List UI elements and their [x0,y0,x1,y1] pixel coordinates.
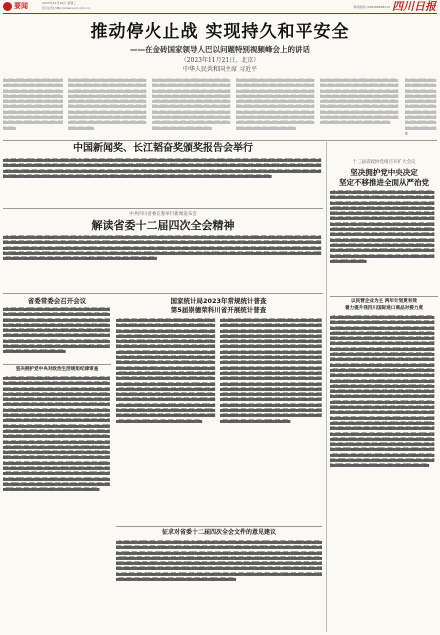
section-divider [3,208,323,209]
section-logo: 要闻 [14,2,28,10]
headline-stats-1: 国家统计局2023年常规统计普查 [170,297,267,305]
right-body-lower: ▆▇▆▇▇▆▇▇▆▇▇▇▆▇▇▆▇▇▆▇▇▆▇▇▇▆▇▇▆▇▆▇▇▆▇▇▆▇▇▆▇▇▆▇▇▇▆▇▇▆▇▇▆▇▇▆▇▇▇▆▇▇▆▇▇▆▇▇▆▇▇▇▆▇▇▆▇▇▆▇▇▆▇▇▇▆▇▇▆▇▇▆▇▇▆▇▇▇▆▇▇▆▇▇▆▇▇▆▇▇▇▆▇▇▆▇▇▆▇▇▆▇▇▇▆▇▇▆▇▇▆▇▇▆▇▇▇▆▇▇▆▇▇▆▇▇▆▇▇▇▆▇▇▆▇▇▆▇▇▆▇▇▇▆▇▇▆▇▇▆▇▇▆▇▇▇▆▇▇▆▇▇▆▇▇▆▇▇▇▆▇▇▆▇▇▆▇▇▆▇▇▇▆▇▇▆▇▇▆▇▇▆▇▇▇▆▇▇▆▇▇▆▇▇▆▇▇▇▆▇▇▆▇▇▆▇▇▆▇▇▇▆▇▇▆▇▇▆▇▇▆▇▇▇▆▇▇▆▇▇▆▇▇▆▇▇▇▆▇▇▆▇▇▆▇▇▆▇▇▇▆▇▇▆▇▇▆▇▇▆▇▇▇▆▇▇▆▇▇▆▇▇▆▇▇▇▆▇▇▆▇▇▆▇▇▆▇▇▇▆▇▇▆▇▇▆▇▇▆▇▇▇▆▇▇▆▇▇▆▇▇▆▇▇▇▆▇▇▆▇▇▆▇▇▆▇▇▇▆▇▇▆▇▇▆▇▇▆▇▇▇▆▇▇▆▇▇▆▇▇▆▇▇▇▆▇▇▆▇▇▆▇▇▆▇▇▇▆▇▇▆▇▇▆▇▇▆▇▇▇▆▇▇▆▇▇▆▇▇▆▇▇▇▆▇▇▆▇▇▆▇▇▆▇▇▇▆▇▇▆▇▇▆▇▇▆▇▇▇▆▇▇▆▇▇▆▇▇▆▇▇▇▆▇▇▆▇▇▆▇▇▆▇▇▇▆▇▇▆▇▇▆▇▇▆▇▇▇▆▇▇▆▇▇▆▇▇▆▇▇▇▆▇▇▆▇▇▆▇▇▆▇▇▇▆▇▇▆▇▇▆▇▇▆▇▇▇▆▇▇▆▇▇▆▇▇▆▇▇▇▆▇▇▆▇▇▆▇▇▆▇▇▇▆▇▇▆▇▇▆▇▇▆▇▇▇▆▇▇▆▇▇▆▇▇▆▇▇▇▆▇▇▆▇▇▆▇▇▆▇▇▇▆▇▇▆▇▇▆▇▇▆▇▇▇▆▇▇▆▇▇▆▇▇▆▇▇▇▆▇▇▆▇▇▆▇▇▆▇▇▇▆▇▇▆▇▇▆▇▇▆▇▇▇▆▇▇▆▇▇▆▇▇▆▇▇▇▆▇▇▆▇▇▆▇▇▆▇▇▇▆▇▇▆▇▇▆▇▇▆▇▇▇▆▇▇▆▇▇▆▇▇▆▇▇▇▆▇▇▆▇▇▆▇▇▆▇▇▇▆▇▇▆▇▇▆▇▇▆▇▇▇▆▇▇▆▇▇▆▇▇▆▇▇▇▆▇▇▆▇▇▆▇▇▆▇▇▇▆▇▇▆▇▇▆▇▇▆▇▇▇▆▇▇▆▇▇▆▇▇▆▇▇▇▆▇▇▆▇▇▆▇▇▆▇▇▇▆▇▇▆▇▇▆▇▇▆▇▇▇▆▇▇▆▇▇▆▇▇▆▇▇▇▆▇▇▆▇▇▆▇▇▆▇▇▇▆▇▇▆▇▇▆▇▇▆▇▇▇▆▇▇▆▇▇▆▇▇▆▇▇▇▆▇▇▆▇▇▆▇▇▆▇▇▇▆▇▇▆▇▇▆▇▇▆▇▇▇▆▇▇▆▇▇▆▇▇▆▇▇▇▆▇▇▆▇▇▆▇▇▆▇▇▇▆▇▇▆▇▇▆▇▇▆▇▇▇▆▇▇▆▇▇▆▇▇▆▇▇▇▆▇▇▆▇▇▆▇▇▆▇▇▇▆▇▇▆▇▇▆▇▇▆▇▇▇▆▇▇▆▇▇▆▇▇▆▇▇▇▆▇▇▆▇▇▆▇▇▆▇▇▇▆▇▇▆▇▇▆▇▇▆▇▇▇▆▇▇▆▇▇▆▇▇▆▇▇▇▆▇▇▆▇▇▆▇▇▆▇▇▇▆▇▇▆▇▇▆▇▇▆▇▇▇▆▇▇▆▇▇▆▇▇▆▇▇▇▆▇▇▆▇▇▆▇▇▆▇▇▇▆▇▇▆▇▇▆▇▇▆▇▇▇▆▇▇▆▇▇▆▇▇▆▇▇▇▆▇▇▆▇▇▆▇▇▆▇▇▇▆▇▇▆▇▇▆▇▇▆▇▇▇▆▇▇▆▇▇▆▇▇▆▇▇▇▆▇▇▆▇▇▆▇▇▆▇▇▇▆▇▇▆▇▇▆▇▇▆▇▇▇▆▇▇▆▇▇▆ [330,315,435,468]
lead-body-col-4: ▇▆▇▇▆▇▇▇▆▇▇▆▇▇▆▇▇▇▆▇▇▆▇▆▇▇▆▇▇▆▇▇▆▇▇▆▇▇▇▆▇▇▆▇▇▆▇▇▆▇▇▇▆▇▇▆▇▇▆▇▇▆▇▇▇▆▇▇▆▇▇▆▇▇▆▇▇▇▆▇▇▆▇▇▆▇▇▆▇▇▇▆▇▇▆▇▇▆▇▇▆▇▇▇▆▇▇▆▇▇▆▇▇▆▇▇▇▆▇▇▆▇▇▆▇▇▆▇▇▇▆▇▇▆▇▇▆▇▇▆▇▇▇▆▇▇▆▇▇▆▇▇▆▇▇▇▆▇▇▆▇▇▆▇▇▆▇▇▇▆▇▇▆▇▇▆▇▇▆▇▇▇▆▇▇▆▇▇▆▇▇▆▇▇▇▆▇▇▆▇▇▆▇▇▆▇▇▇▆▇▇▆▇▇▆▇▇▆▇▇▇▆▇▇▆▇▇▆▇▇▆▇▇▇▆▇▇▆▇▇▆▇▇▆▇▇▇▆▇▇▆▇▇▆▇▇▆▇▇▇▆▇▇▆▇▇▆▇▇▆▇▇▇▆▇▇▆▇▇▆▇▇▆▇▇▇▆▇▇▆▇▇▆ [236,78,315,130]
committee-body-1: ▆▇▆▇▇▆▇▇▆▇▇▇▆▇▇▆▇▇▆▇▇▆▇▇▇▆▇▇▆▇▆▇▇▆▇▇▆▇▇▆▇▇▆▇▇▇▆▇▇▆▇▇▆▇▇▆▇▇▇▆▇▇▆▇▇▆▇▇▆▇▇▇▆▇▇▆▇▇▆▇▇▆▇▇▇▆▇▇▆▇▇▆▇▇▆▇▇▇▆▇▇▆▇▇▆▇▇▆▇▇▇▆▇▇▆▇▇▆▇▇▆▇▇▇▆▇▇▆▇▇▆▇▇▆▇▇▇▆▇▇▆▇▇▆▇▇▆▇▇▇▆▇▇▆▇▇▆▇▇▆▇▇▇▆▇▇▆▇▇▆▇▇▆▇▇▇▆▇▇▆▇▇▆▇▇▆▇▇▇▆▇▇▆▇▇▆▇▇▆▇▇▇▆▇▇▆▇▇▆▇▇▆▇▇▇▆▇▇▆▇▇▆▇▇▆▇▇▇▆▇▇▆▇▇▆▇▇▆▇▇▇▆▇▇▆▇▇▆▇▇▆▇▇▇▆▇▇▆▇▇▆▇▇▆▇▇▇▆▇▇▆▇▇▆▇▇▆▇▇▇▆▇▇▆▇▇▆▇▇▆▇▇▇▆▇▇▆▇▇▆▇▇▆▇▇▇▆▇▇▆▇▇▆▇▇▆▇▇▇▆▇▇▆▇▇▆▇▇▆▇▇▇▆▇▇▆▇▇▆▇▇▆▇▇▇▆▇▇▆▇▇▆ [3,307,110,354]
section-divider [3,140,437,141]
headline-stats-2: 第5届崇德荣科川省开展统计普查 [170,306,267,314]
section-divider [116,526,322,527]
stats-body-1: ▆▇▆▇▇▆▇▇▆▇▇▇▆▇▇▆▇▇▆▇▇▆▇▇▇▆▇▇▆▇▆▇▇▆▇▇▆▇▇▆▇▇▆▇▇▇▆▇▇▆▇▇▆▇▇▆▇▇▇▆▇▇▆▇▇▆▇▇▆▇▇▇▆▇▇▆▇▇▆▇▇▆▇▇▇▆▇▇▆▇▇▆▇▇▆▇▇▇▆▇▇▆▇▇▆▇▇▆▇▇▇▆▇▇▆▇▇▆▇▇▆▇▇▇▆▇▇▆▇▇▆▇▇▆▇▇▇▆▇▇▆▇▇▆▇▇▆▇▇▇▆▇▇▆▇▇▆▇▇▆▇▇▇▆▇▇▆▇▇▆▇▇▆▇▇▇▆▇▇▆▇▇▆▇▇▆▇▇▇▆▇▇▆▇▇▆▇▇▆▇▇▇▆▇▇▆▇▇▆▇▇▆▇▇▇▆▇▇▆▇▇▆▇▇▆▇▇▇▆▇▇▆▇▇▆▇▇▆▇▇▇▆▇▇▆▇▇▆▇▇▆▇▇▇▆▇▇▆▇▇▆▇▇▆▇▇▇▆▇▇▆▇▇▆▇▇▆▇▇▇▆▇▇▆▇▇▆▇▇▆▇▇▇▆▇▇▆▇▇▆▇▇▆▇▇▇▆▇▇▆▇▇▆▇▇▆▇▇▇▆▇▇▆▇▇▆▇▇▆▇▇▇▆▇▇▆▇▇▆▇▇▆▇▇▇▆▇▇▆▇▇▆▇▇▆▇▇▇▆▇▇▆▇▇▆▇▇▆▇▇▇▆▇▇▆▇▇▆▇▇▆▇▇▇▆▇▇▆▇▇▆▇▇▆▇▇▇▆▇▇▆▇▇▆▇▇▆▇▇▇▆▇▇▆▇▇▆▇▇▆▇▇▇▆▇▇▆▇▇▆▇▇▆▇▇▇▆▇▇▆▇▇▆▇▇▆▇▇▇▆▇▇▆▇▇▆▇▇▆▇▇▇▆▇▇▆▇▇▆▇▇▆▇▇▇▆▇▇▆▇▇▆▇▇▆▇▇▇▆▇▇▆▇▇▆▇▇▆▇▇▇▆▇▇▆▇▇▆▇▇▆▇▇▇▆▇▇▆▇▇▆▇▇▆▇▇▇▆▇▇▆▇▇▆▇▇▆▇▇▇▆▇▇▆▇▇▆▇▇▆▇▇▇▆▇▇▆▇▇▆▇▇▆▇▇▇▆▇▇▆▇▇▆▇▇▆▇▇▇▆▇▇▆▇▇▆▇▇▆▇▇▇▆▇▇▆▇▇▆▇▇▆▇▇▇▆▇▇▆▇▇▆▇▇▆▇▇▇▆▇▇▆▇▇▆▇▇▆▇▇▇▆▇▇▆▇▇▆▇▇▆▇▇▇▆▇▇▆▇▇▆▇▇▆▇▇▇▆▇▇▆▇▇▆▇▇▆▇▇▇▆▇▇▆▇▇▆▇▇▆▇▇▇▆▇▇▆▇▇▆▇▇▆▇▇▇▆▇▇▆▇▇▆▇▇▆▇▇▇▆▇▇▆▇▇▆▇▇▆▇▇▇▆▇▇▆▇▇▆▇▇▆▇▇▇▆▇▇▆▇▇▆▇▇▆▇▇▇▆▇▇▆▇▇▆ [116,318,216,423]
lead-body-col-3: ▇▆▇▇▆▇▇▇▆▇▇▆▇▇▆▇▇▇▆▇▇▆▇▆▇▇▆▇▇▆▇▇▆▇▇▆▇▇▇▆▇▇▆▇▇▆▇▇▆▇▇▇▆▇▇▆▇▇▆▇▇▆▇▇▇▆▇▇▆▇▇▆▇▇▆▇▇▇▆▇▇▆▇▇▆▇▇▆▇▇▇▆▇▇▆▇▇▆▇▇▆▇▇▇▆▇▇▆▇▇▆▇▇▆▇▇▇▆▇▇▆▇▇▆▇▇▆▇▇▇▆▇▇▆▇▇▆▇▇▆▇▇▇▆▇▇▆▇▇▆▇▇▆▇▇▇▆▇▇▆▇▇▆▇▇▆▇▇▇▆▇▇▆▇▇▆▇▇▆▇▇▇▆▇▇▆▇▇▆▇▇▆▇▇▇▆▇▇▆▇▇▆▇▇▆▇▇▇▆▇▇▆▇▇▆▇▇▆▇▇▇▆▇▇▆▇▇▆▇▇▆▇▇▇▆▇▇▆▇▇▆▇▇▆▇▇▇▆▇▇▆▇▇▆▇▇▆▇▇▇▆▇▇▆▇▇▆▇▇▆▇▇▇▆▇▇▆▇▇▆▇▇▆▇▇▇▆▇▇▆▇▇▆ [152,78,231,130]
headline-right-1: 坚决拥护党中央决定 [350,168,418,177]
headline-right-2: 坚定不移推进全面从严治党 [339,178,429,187]
plenum-body: ▆▇▆▇▇▆▇▇▆▇▇▇▆▇▇▆▇▇▆▇▇▆▇▇▇▆▇▇▆▇▆▇▇▆▇▇▆▇▇▆▇▇▆▇▇▇▆▇▇▆▇▇▆▇▇▆▇▇▇▆▇▇▆▇▇▆▇▇▆▇▇▇▆▇▇▆▇▇▆▇▇▆▇▇▇▆▇▇▆▇▇▆▇▇▆▇▇▇▆▇▇▆▇▇▆▇▇▆▇▇▇▆▇▇▆▇▇▆▇▇▆▇▇▇▆▇▇▆▇▇▆▇▇▆▇▇▇▆▇▇▆▇▇▆▇▇▆▇▇▇▆▇▇▆▇▇▆▇▇▆▇▇▇▆▇▇▆▇▇▆▇▇▆▇▇▇▆▇▇▆▇▇▆▇▇▆▇▇▇▆▇▇▆▇▇▆▇▇▆▇▇▇▆▇▇▆▇▇▆▇▇▆▇▇▇▆▇▇▆▇▇▆▇▇▆▇▇▇▆▇▇▆▇▇▆▇▇▆▇▇▇▆▇▇▆▇▇▆▇▇▆▇▇▇▆▇▇▆▇▇▆▇▇▆▇▇▇▆▇▇▆▇▇▆▇▇▆▇▇▇▆▇▇▆▇▇▆▇▇▆▇▇▇▆▇▇▆▇▇▆▇▇▆▇▇▇▆▇▇▆▇▇▆▇▇▆▇▇▇▆▇▇▆▇▇▆▇▇▆▇▇▇▆▇▇▆▇▇▆▇▇▆▇▇▇▆▇▇▆▇▇▆▇▇▆▇▇▇▆▇▇▆▇▇▆▇▇▆▇▇▇▆▇▇▆▇▇▆▇▇▆▇▇▇▆▇▇▆▇▇▆▇▇▆▇▇▇▆▇▇▆▇▇▆▇▇▆▇▇▇▆▇▇▆▇▇▆▇▇▆▇▇▇▆▇▇▆▇▇▆▇▇▆▇▇▇▆▇▇▆▇▇▆▇▇▆▇▇▇▆▇▇▆▇▇▆▇▇▆▇▇▇▆▇▇▆▇▇▆▇▇▆▇▇▇▆▇▇▆▇▇▆▇▇▆▇▇▇▆▇▇▆▇▇▆▇▇▆▇▇▇▆▇▇▆▇▇▆▇▇▆▇▇▇▆▇▇▆▇▇▆▇▇▆▇▇▇▆▇▇▆▇▇▆▇▇▆▇▇▇▆▇▇▆▇▇▆ [3,235,322,261]
news-hotline: 新闻热线:(028)86968110 [353,5,390,9]
lead-body-col-5: ▇▆▇▇▆▇▇▇▆▇▇▆▇▇▆▇▇▇▆▇▇▆▇▆▇▇▆▇▇▆▇▇▆▇▇▆▇▇▇▆▇▇▆▇▇▆▇▇▆▇▇▇▆▇▇▆▇▇▆▇▇▆▇▇▇▆▇▇▆▇▇▆▇▇▆▇▇▇▆▇▇▆▇▇▆▇▇▆▇▇▇▆▇▇▆▇▇▆▇▇▆▇▇▇▆▇▇▆▇▇▆▇▇▆▇▇▇▆▇▇▆▇▇▆▇▇▆▇▇▇▆▇▇▆▇▇▆▇▇▆▇▇▇▆▇▇▆▇▇▆▇▇▆▇▇▇▆▇▇▆▇▇▆▇▇▆▇▇▇▆▇▇▆▇▇▆▇▇▆▇▇▇▆▇▇▆▇▇▆▇▇▆▇▇▇▆▇▇▆▇▇▆▇▇▆▇▇▇▆▇▇▆▇▇▆▇▇▆▇▇▇▆▇▇▆▇▇▆▇▇▆▇▇▇▆▇▇▆▇▇▆▇▇▆▇▇▇▆▇▇▆▇▇▆▇▇▆▇▇▇▆▇▇▆▇▇▆ [320,78,399,125]
kicker-plenum: 中共四川省委在蓉举行新闻发布会 [129,212,197,217]
headline-right-lower-2: 着力提升我四川国际进口商品对接力度 [344,306,424,311]
column-divider [326,142,327,632]
headline-right-lower-1: 以民营企业为主 两年计划更有效 [351,299,417,304]
logo-icon [3,2,12,11]
lead-subtitle: ——在金砖国家领导人巴以问题特别视频峰会上的讲话 [130,45,310,54]
stats-body-2: ▆▇▆▇▇▆▇▇▆▇▇▇▆▇▇▆▇▇▆▇▇▆▇▇▇▆▇▇▆▇▆▇▇▆▇▇▆▇▇▆▇▇▆▇▇▇▆▇▇▆▇▇▆▇▇▆▇▇▇▆▇▇▆▇▇▆▇▇▆▇▇▇▆▇▇▆▇▇▆▇▇▆▇▇▇▆▇▇▆▇▇▆▇▇▆▇▇▇▆▇▇▆▇▇▆▇▇▆▇▇▇▆▇▇▆▇▇▆▇▇▆▇▇▇▆▇▇▆▇▇▆▇▇▆▇▇▇▆▇▇▆▇▇▆▇▇▆▇▇▇▆▇▇▆▇▇▆▇▇▆▇▇▇▆▇▇▆▇▇▆▇▇▆▇▇▇▆▇▇▆▇▇▆▇▇▆▇▇▇▆▇▇▆▇▇▆▇▇▆▇▇▇▆▇▇▆▇▇▆▇▇▆▇▇▇▆▇▇▆▇▇▆▇▇▆▇▇▇▆▇▇▆▇▇▆▇▇▆▇▇▇▆▇▇▆▇▇▆▇▇▆▇▇▇▆▇▇▆▇▇▆▇▇▆▇▇▇▆▇▇▆▇▇▆▇▇▆▇▇▇▆▇▇▆▇▇▆▇▇▆▇▇▇▆▇▇▆▇▇▆▇▇▆▇▇▇▆▇▇▆▇▇▆▇▇▆▇▇▇▆▇▇▆▇▇▆▇▇▆▇▇▇▆▇▇▆▇▇▆▇▇▆▇▇▇▆▇▇▆▇▇▆▇▇▆▇▇▇▆▇▇▆▇▇▆▇▇▆▇▇▇▆▇▇▆▇▇▆▇▇▆▇▇▇▆▇▇▆▇▇▆▇▇▆▇▇▇▆▇▇▆▇▇▆▇▇▆▇▇▇▆▇▇▆▇▇▆▇▇▆▇▇▇▆▇▇▆▇▇▆▇▇▆▇▇▇▆▇▇▆▇▇▆▇▇▆▇▇▇▆▇▇▆▇▇▆▇▇▆▇▇▇▆▇▇▆▇▇▆▇▇▆▇▇▇▆▇▇▆▇▇▆▇▇▆▇▇▇▆▇▇▆▇▇▆▇▇▆▇▇▇▆▇▇▆▇▇▆▇▇▆▇▇▇▆▇▇▆▇▇▆▇▇▆▇▇▇▆▇▇▆▇▇▆▇▇▆▇▇▇▆▇▇▆▇▇▆▇▇▆▇▇▇▆▇▇▆▇▇▆▇▇▆▇▇▇▆▇▇▆▇▇▆▇▇▆▇▇▇▆▇▇▆▇▇▆▇▇▆▇▇▇▆▇▇▆▇▇▆▇▇▆▇▇▇▆▇▇▆▇▇▆▇▇▆▇▇▇▆▇▇▆▇▇▆▇▇▆▇▇▇▆▇▇▆▇▇▆▇▇▆▇▇▇▆▇▇▆▇▇▆▇▇▆▇▇▇▆▇▇▆▇▇▆▇▇▆▇▇▇▆▇▇▆▇▇▆▇▇▆▇▇▇▆▇▇▆▇▇▆▇▇▆▇▇▇▆▇▇▆▇▇▆▇▇▆▇▇▇▆▇▇▆▇▇▆▇▇▆▇▇▇▆▇▇▆▇▇▆▇▇▆▇▇▇▆▇▇▆▇▇▆▇▇▆▇▇▇▆▇▇▆▇▇▆▇▇▆▇▇▇▆▇▇▆▇▇▆ [220,318,322,423]
masthead: 四川日报 [392,0,436,13]
bottom-center-body: ▆▇▆▇▇▆▇▇▆▇▇▇▆▇▇▆▇▇▆▇▇▆▇▇▇▆▇▇▆▇▆▇▇▆▇▇▆▇▇▆▇▇▆▇▇▇▆▇▇▆▇▇▆▇▇▆▇▇▇▆▇▇▆▇▇▆▇▇▆▇▇▇▆▇▇▆▇▇▆▇▇▆▇▇▇▆▇▇▆▇▇▆▇▇▆▇▇▇▆▇▇▆▇▇▆▇▇▆▇▇▇▆▇▇▆▇▇▆▇▇▆▇▇▇▆▇▇▆▇▇▆▇▇▆▇▇▇▆▇▇▆▇▇▆▇▇▆▇▇▇▆▇▇▆▇▇▆▇▇▆▇▇▇▆▇▇▆▇▇▆▇▇▆▇▇▇▆▇▇▆▇▇▆▇▇▆▇▇▇▆▇▇▆▇▇▆▇▇▆▇▇▇▆▇▇▆▇▇▆▇▇▆▇▇▇▆▇▇▆▇▇▆▇▇▆▇▇▇▆▇▇▆▇▇▆▇▇▆▇▇▇▆▇▇▆▇▇▆▇▇▆▇▇▇▆▇▇▆▇▇▆▇▇▆▇▇▇▆▇▇▆▇▇▆▇▇▆▇▇▇▆▇▇▆▇▇▆▇▇▆▇▇▇▆▇▇▆▇▇▆▇▇▆▇▇▇▆▇▇▆▇▇▆▇▇▆▇▇▇▆▇▇▆▇▇▆▇▇▆▇▇▇▆▇▇▆▇▇▆▇▇▆▇▇▇▆▇▇▆▇▇▆▇▇▆▇▇▇▆▇▇▆▇▇▆▇▇▆▇▇▇▆▇▇▆▇▇▆▇▇▆▇▇▇▆▇▇▆▇▇▆▇▇▆▇▇▇▆▇▇▆▇▇▆▇▇▆▇▇▇▆▇▇▆▇▇▆▇▇▆▇▇▇▆▇▇▆▇▇▆▇▇▆▇▇▇▆▇▇▆▇▇▆▇▇▆▇▇▇▆▇▇▆▇▇▆▇▇▆▇▇▇▆▇▇▆▇▇▆▇▇▆▇▇▇▆▇▇▆▇▇▆▇▇▆▇▇▇▆▇▇▆▇▇▆▇▇▆▇▇▇▆▇▇▆▇▇▆▇▇▆▇▇▇▆▇▇▆▇▇▆▇▇▆▇▇▇▆▇▇▆▇▇▆▇▇▆▇▇▇▆▇▇▆▇▇▆▇▇▆▇▇▇▆▇▇▆▇▇▆▇▇▆▇▇▇▆▇▇▆▇▇▆▇▇▆▇▇▇▆▇▇▆▇▇▆▇▇▆▇▇▇▆▇▇▆▇▇▆ [116,540,322,582]
headline-plenum: 解读省委十二届四次全会精神 [91,219,235,232]
lead-author: 中华人民共和国主席 习近平 [183,66,257,73]
right-body-top: ▆▇▆▇▇▆▇▇▆▇▇▇▆▇▇▆▇▇▆▇▇▆▇▇▇▆▇▇▆▇▆▇▇▆▇▇▆▇▇▆▇▇▆▇▇▇▆▇▇▆▇▇▆▇▇▆▇▇▇▆▇▇▆▇▇▆▇▇▆▇▇▇▆▇▇▆▇▇▆▇▇▆▇▇▇▆▇▇▆▇▇▆▇▇▆▇▇▇▆▇▇▆▇▇▆▇▇▆▇▇▇▆▇▇▆▇▇▆▇▇▆▇▇▇▆▇▇▆▇▇▆▇▇▆▇▇▇▆▇▇▆▇▇▆▇▇▆▇▇▇▆▇▇▆▇▇▆▇▇▆▇▇▇▆▇▇▆▇▇▆▇▇▆▇▇▇▆▇▇▆▇▇▆▇▇▆▇▇▇▆▇▇▆▇▇▆▇▇▆▇▇▇▆▇▇▆▇▇▆▇▇▆▇▇▇▆▇▇▆▇▇▆▇▇▆▇▇▇▆▇▇▆▇▇▆▇▇▆▇▇▇▆▇▇▆▇▇▆▇▇▆▇▇▇▆▇▇▆▇▇▆▇▇▆▇▇▇▆▇▇▆▇▇▆▇▇▆▇▇▇▆▇▇▆▇▇▆▇▇▆▇▇▇▆▇▇▆▇▇▆▇▇▆▇▇▇▆▇▇▆▇▇▆▇▇▆▇▇▇▆▇▇▆▇▇▆▇▇▆▇▇▇▆▇▇▆▇▇▆▇▇▆▇▇▇▆▇▇▆▇▇▆▇▇▆▇▇▇▆▇▇▆▇▇▆▇▇▆▇▇▇▆▇▇▆▇▇▆▇▇▆▇▇▇▆▇▇▆▇▇▆▇▇▆▇▇▇▆▇▇▆▇▇▆▇▇▆▇▇▇▆▇▇▆▇▇▆▇▇▆▇▇▇▆▇▇▆▇▇▆▇▇▆▇▇▇▆▇▇▆▇▇▆▇▇▆▇▇▇▆▇▇▆▇▇▆▇▇▆▇▇▇▆▇▇▆▇▇▆▇▇▆▇▇▇▆▇▇▆▇▇▆▇▇▆▇▇▇▆▇▇▆▇▇▆▇▇▆▇▇▇▆▇▇▆▇▇▆▇▇▆▇▇▇▆▇▇▆▇▇▆▇▇▆▇▇▇▆▇▇▆▇▇▆ [330,190,435,263]
site-url[interactable]: 四川在线 http://www.scol.com.cn [42,5,90,10]
lead-body-col-2: ▇▆▇▇▆▇▇▇▆▇▇▆▇▇▆▇▇▇▆▇▇▆▇▆▇▇▆▇▇▆▇▇▆▇▇▆▇▇▇▆▇▇▆▇▇▆▇▇▆▇▇▇▆▇▇▆▇▇▆▇▇▆▇▇▇▆▇▇▆▇▇▆▇▇▆▇▇▇▆▇▇▆▇▇▆▇▇▆▇▇▇▆▇▇▆▇▇▆▇▇▆▇▇▇▆▇▇▆▇▇▆▇▇▆▇▇▇▆▇▇▆▇▇▆▇▇▆▇▇▇▆▇▇▆▇▇▆▇▇▆▇▇▇▆▇▇▆▇▇▆▇▇▆▇▇▇▆▇▇▆▇▇▆▇▇▆▇▇▇▆▇▇▆▇▇▆▇▇▆▇▇▇▆▇▇▆▇▇▆▇▇▆▇▇▇▆▇▇▆▇▇▆▇▇▆▇▇▇▆▇▇▆▇▇▆▇▇▆▇▇▇▆▇▇▆▇▇▆▇▇▆▇▇▇▆▇▇▆▇▇▆▇▇▆▇▇▇▆▇▇▆▇▇▆▇▇▆▇▇▇▆▇▇▆▇▇▆▇▇▆▇▇▇▆▇▇▆▇▇▆ [68,78,147,130]
lead-body-col-1: ▇▆▇▇▆▇▇▇▆▇▇▆▇▇▆▇▇▇▆▇▇▆▇▆▇▇▆▇▇▆▇▇▆▇▇▆▇▇▇▆▇▇▆▇▇▆▇▇▆▇▇▇▆▇▇▆▇▇▆▇▇▆▇▇▇▆▇▇▆▇▇▆▇▇▆▇▇▇▆▇▇▆▇▇▆▇▇▆▇▇▇▆▇▇▆▇▇▆▇▇▆▇▇▇▆▇▇▆▇▇▆▇▇▆▇▇▇▆▇▇▆▇▇▆▇▇▆▇▇▇▆▇▇▆▇▇▆▇▇▆▇▇▇▆▇▇▆▇▇▆▇▇▆▇▇▇▆▇▇▆▇▇▆▇▇▆▇▇▇▆▇▇▆▇▇▆▇▇▆▇▇▇▆▇▇▆▇▇▆▇▇▆▇▇▇▆▇▇▆▇▇▆▇▇▆▇▇▇▆▇▇▆ [3,78,63,130]
header-rule [3,13,437,14]
kicker-right: 十三届省政协党组召开扩大会议 [352,160,416,165]
award-body: ▆▇▆▇▇▆▇▇▆▇▇▇▆▇▇▆▇▇▆▇▇▆▇▇▇▆▇▇▆▇▆▇▇▆▇▇▆▇▇▆▇▇▆▇▇▇▆▇▇▆▇▇▆▇▇▆▇▇▇▆▇▇▆▇▇▆▇▇▆▇▇▇▆▇▇▆▇▇▆▇▇▆▇▇▇▆▇▇▆▇▇▆▇▇▆▇▇▇▆▇▇▆▇▇▆▇▇▆▇▇▇▆▇▇▆▇▇▆▇▇▆▇▇▇▆▇▇▆▇▇▆▇▇▆▇▇▇▆▇▇▆▇▇▆▇▇▆▇▇▇▆▇▇▆▇▇▆▇▇▆▇▇▇▆▇▇▆▇▇▆▇▇▆▇▇▇▆▇▇▆▇▇▆▇▇▆▇▇▇▆▇▇▆▇▇▆▇▇▆▇▇▇▆▇▇▆▇▇▆▇▇▆▇▇▇▆▇▇▆▇▇▆▇▇▆▇▇▇▆▇▇▆▇▇▆▇▇▆▇▇▇▆▇▇▆▇▇▆▇▇▆▇▇▇▆▇▇▆▇▇▆▇▇▆▇▇▇▆▇▇▆▇▇▆▇▇▆▇▇▇▆▇▇▆▇▇▆▇▇▆▇▇▇▆▇▇▆▇▇▆▇▇▆▇▇▇▆▇▇▆▇▇▆▇▇▆▇▇▇▆▇▇▆▇▇▆▇▇▆▇▇▇▆▇▇▆▇▇▆▇▇▆▇▇▇▆▇▇▆▇▇▆▇▇▆▇▇▇▆▇▇▆▇▇▆▇▇▆▇▇▇▆▇▇▆▇▇▆▇▇▆▇▇▇▆▇▇▆▇▇▆▇▇▆▇▇▇▆▇▇▆▇▇▆▇▇▆▇▇▇▆▇▇▆▇▇▆▇▇▆▇▇▇▆▇▇▆▇▇▆▇▇▆▇▇▇▆▇▇▆▇▇▆▇▇▆▇▇▇▆▇▇▆▇▇▆▇▇▆▇▇▇▆▇▇▆▇▇▆ [3,158,322,178]
headline-standing-committee: 省委常委会召开会议 [27,297,87,305]
lead-date: （2023年11月21日，北京） [180,57,260,64]
issue-date: 2023年11月22日 星期三 [42,1,77,5]
bottom-left-body: ▆▇▆▇▇▆▇▇▆▇▇▇▆▇▇▆▇▇▆▇▇▆▇▇▇▆▇▇▆▇▆▇▇▆▇▇▆▇▇▆▇▇▆▇▇▇▆▇▇▆▇▇▆▇▇▆▇▇▇▆▇▇▆▇▇▆▇▇▆▇▇▇▆▇▇▆▇▇▆▇▇▆▇▇▇▆▇▇▆▇▇▆▇▇▆▇▇▇▆▇▇▆▇▇▆▇▇▆▇▇▇▆▇▇▆▇▇▆▇▇▆▇▇▇▆▇▇▆▇▇▆▇▇▆▇▇▇▆▇▇▆▇▇▆▇▇▆▇▇▇▆▇▇▆▇▇▆▇▇▆▇▇▇▆▇▇▆▇▇▆▇▇▆▇▇▇▆▇▇▆▇▇▆▇▇▆▇▇▇▆▇▇▆▇▇▆▇▇▆▇▇▇▆▇▇▆▇▇▆▇▇▆▇▇▇▆▇▇▆▇▇▆▇▇▆▇▇▇▆▇▇▆▇▇▆▇▇▆▇▇▇▆▇▇▆▇▇▆▇▇▆▇▇▇▆▇▇▆▇▇▆▇▇▆▇▇▇▆▇▇▆▇▇▆▇▇▆▇▇▇▆▇▇▆▇▇▆▇▇▆▇▇▇▆▇▇▆▇▇▆▇▇▆▇▇▇▆▇▇▆▇▇▆▇▇▆▇▇▇▆▇▇▆▇▇▆▇▇▆▇▇▇▆▇▇▆▇▇▆▇▇▆▇▇▇▆▇▇▆▇▇▆▇▇▆▇▇▇▆▇▇▆▇▇▆▇▇▆▇▇▇▆▇▇▆▇▇▆▇▇▆▇▇▇▆▇▇▆▇▇▆▇▇▆▇▇▇▆▇▇▆▇▇▆▇▇▆▇▇▇▆▇▇▆▇▇▆▇▇▆▇▇▇▆▇▇▆▇▇▆▇▇▆▇▇▇▆▇▇▆▇▇▆▇▇▆▇▇▇▆▇▇▆▇▇▆▇▇▆▇▇▇▆▇▇▆▇▇▆▇▇▆▇▇▇▆▇▇▆▇▇▆▇▇▆▇▇▇▆▇▇▆▇▇▆▇▇▆▇▇▇▆▇▇▆▇▇▆▇▇▆▇▇▇▆▇▇▆▇▇▆▇▇▆▇▇▇▆▇▇▆▇▇▆▇▇▆▇▇▇▆▇▇▆▇▇▆▇▇▆▇▇▇▆▇▇▆▇▇▆▇▇▆▇▇▇▆▇▇▆▇▇▆▇▇▆▇▇▇▆▇▇▆▇▇▆▇▇▆▇▇▇▆▇▇▆▇▇▆▇▇▆▇▇▇▆▇▇▆▇▇▆▇▇▆▇▇▇▆▇▇▆▇▇▆▇▇▆▇▇▇▆▇▇▆▇▇▆▇▇▆▇▇▇▆▇▇▆▇▇▆▇▇▆▇▇▇▆▇▇▆▇▇▆▇▇▆▇▇▇▆▇▇▆▇▇▆▇▇▆▇▇▇▆▇▇▆▇▇▆▇▇▆▇▇▇▆▇▇▆▇▇▆▇▇▆▇▇▇▆▇▇▆▇▇▆▇▇▆▇▇▇▆▇▇▆▇▇▆▇▇▆▇▇▇▆▇▇▆▇▇▆▇▇▆▇▇▇▆▇▇▆▇▇▆▇▇▆▇▇▇▆▇▇▆▇▇▆▇▇▆▇▇▇▆▇▇▆▇▇▆▇▇▆▇▇▇▆▇▇▆▇▇▆▇▇▆▇▇▇▆▇▇▆▇▇▆▇▇▆▇▇▇▆▇▇▆▇▇▆▇▇▆▇▇▇▆▇▇▆▇▇▆▇▇▆▇▇▇▆▇▇▆▇▇▆▇▇▆▇▇▇▆▇▇▆▇▇▆▇▇▆▇▇▇▆▇▇▆▇▇▆▇▇▆▇▇▇▆▇▇▆▇▇▆▇▇▆▇▇▇▆▇▇▆▇▇▆ [3,376,110,492]
lead-headline: 推动停火止战 实现持久和平安全 [90,22,350,42]
headline-bottom-left: 坚决拥护党中央对政治生活规矩纪律审查 [15,367,99,372]
headline-journalism-award: 中国新闻奖、长江韬奋奖颁奖报告会举行 [73,143,253,154]
lead-body-col-6: ▇▆▇▇▆▇▇▇▆▇▇▆▇▇▆▇▇▇▆▇▇▆▇▆▇▇▆▇▇▆▇▇▆▇▇▆▇▇▇▆▇▇▆▇▇▆▇▇▆▇▇▇▆▇▇▆▇▇▆▇▇▆▇▇▇▆▇▇▆▇▇▆▇▇▆▇▇▇▆▇▇▆▇▇▆▇▇▆▇▇▇▆▇▇▆▇▇▆▇▇▆▇▇▇▆▇▇▆▇▇▆▇▇▆▇▇▇▆▇▇▆ [405,78,437,135]
section-divider [330,296,438,297]
section-divider [3,293,323,294]
headline-bottom-center: 征求对省委十二届四次全会文件的意见建议 [161,529,276,536]
section-divider [3,364,111,365]
